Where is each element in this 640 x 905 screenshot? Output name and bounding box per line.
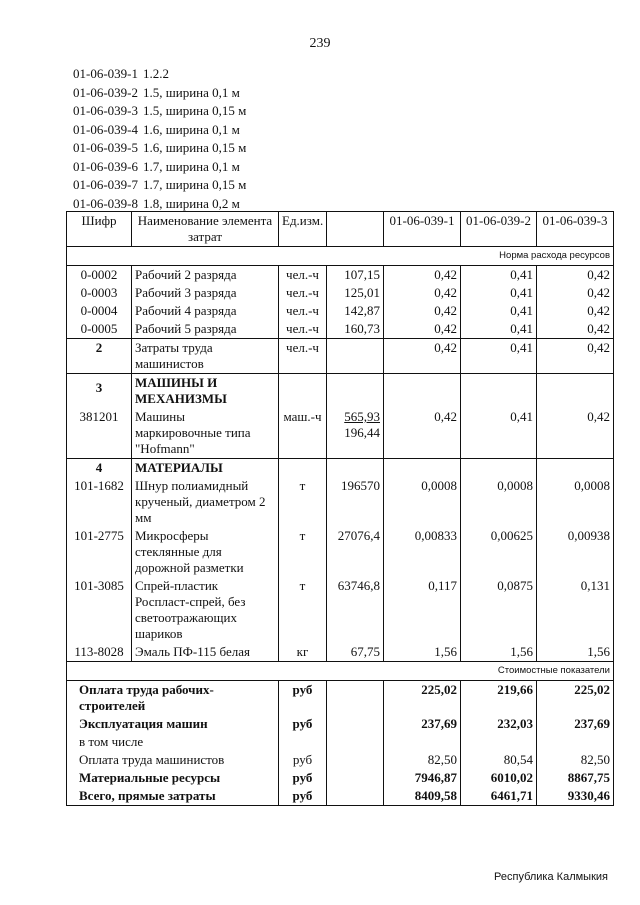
empty-cell bbox=[461, 459, 537, 478]
summary-row bbox=[67, 787, 614, 806]
summary-v2: 80,54 bbox=[461, 751, 537, 769]
empty-cell bbox=[279, 374, 327, 409]
row-v2: 0,41 bbox=[461, 266, 537, 285]
code-list-item bbox=[68, 158, 246, 177]
row-code: 101-1682 bbox=[67, 477, 132, 527]
summary-unit: руб bbox=[279, 769, 327, 787]
code-desc: 1.6, ширина 0,15 м bbox=[143, 140, 247, 155]
code-desc: 1.5, ширина 0,15 м bbox=[143, 103, 247, 118]
row-code: 101-3085 bbox=[67, 577, 132, 643]
subheader-costs-row bbox=[67, 662, 614, 681]
summary-unit: руб bbox=[279, 715, 327, 733]
summary-v2: 6461,71 bbox=[461, 787, 537, 806]
code-desc: 1.7, ширина 0,1 м bbox=[143, 158, 240, 174]
row-code: 101-2775 bbox=[67, 527, 132, 577]
row-v1: 0,0008 bbox=[384, 477, 461, 527]
code-desc: 1.7, ширина 0,15 м bbox=[143, 177, 247, 192]
row-code: 0-0002 bbox=[67, 266, 132, 285]
row-v1: 0,42 bbox=[384, 284, 461, 302]
header-price bbox=[327, 212, 384, 247]
section-name: МАШИНЫ И МЕХАНИЗМЫ bbox=[132, 374, 279, 409]
code-list-item bbox=[68, 121, 246, 140]
row-v2: 0,0875 bbox=[461, 577, 537, 643]
row-v1: 0,42 bbox=[384, 339, 461, 374]
row-unit: чел.-ч bbox=[279, 320, 327, 339]
table-row bbox=[67, 577, 614, 643]
code-list-item bbox=[68, 139, 246, 158]
resource-table bbox=[66, 211, 614, 806]
empty-cell bbox=[327, 681, 384, 716]
code-desc: 1.2.2 bbox=[143, 66, 169, 81]
code: 01-06-039-2 bbox=[73, 84, 138, 100]
row-unit: т bbox=[279, 527, 327, 577]
code: 01-06-039-7 bbox=[73, 177, 138, 192]
table-row bbox=[67, 527, 614, 577]
row-name: Машины маркировочные типа "Hofmann" bbox=[132, 408, 279, 459]
summary-label: в том числе bbox=[67, 733, 279, 751]
page-number: 239 bbox=[309, 36, 331, 51]
table-row bbox=[67, 477, 614, 527]
code-desc: 1.6, ширина 0,1 м bbox=[143, 121, 240, 137]
footer-region: Республика Калмыкия bbox=[494, 871, 608, 883]
header-col2: 01-06-039-2 bbox=[461, 212, 537, 247]
row-v3: 0,00938 bbox=[537, 527, 614, 577]
empty-cell bbox=[461, 733, 537, 751]
summary-label: Эксплуатация машин bbox=[67, 715, 279, 733]
summary-unit: руб bbox=[279, 787, 327, 806]
code: 01-06-039-8 bbox=[73, 195, 138, 211]
summary-row bbox=[67, 733, 614, 751]
row-v2: 0,41 bbox=[461, 284, 537, 302]
section-row bbox=[67, 459, 614, 478]
row-v1: 0,117 bbox=[384, 577, 461, 643]
row-v2: 0,0008 bbox=[461, 477, 537, 527]
summary-row bbox=[67, 715, 614, 733]
row-unit: маш.-ч bbox=[279, 408, 327, 459]
code-list-item bbox=[68, 176, 246, 195]
summary-v3: 225,02 bbox=[537, 681, 614, 716]
empty-cell bbox=[461, 374, 537, 409]
code-list-item bbox=[68, 65, 246, 84]
row-price: 27076,4 bbox=[327, 527, 384, 577]
code: 01-06-039-3 bbox=[73, 103, 138, 118]
summary-v3: 8867,75 bbox=[537, 769, 614, 787]
row-price: 160,73 bbox=[327, 320, 384, 339]
row-unit: чел.-ч bbox=[279, 302, 327, 320]
row-v1: 0,00833 bbox=[384, 527, 461, 577]
header-name: Наименование элемента затрат bbox=[132, 212, 279, 247]
row-code: 2 bbox=[67, 339, 132, 374]
summary-label: Оплата труда машинистов bbox=[67, 751, 279, 769]
row-price bbox=[327, 408, 384, 459]
summary-row bbox=[67, 751, 614, 769]
row-v2: 0,41 bbox=[461, 408, 537, 459]
row-price: 67,75 bbox=[327, 643, 384, 662]
row-v3: 0,42 bbox=[537, 284, 614, 302]
summary-v3: 82,50 bbox=[537, 751, 614, 769]
row-name: Микросферы стеклянные для дорожной разметки bbox=[132, 527, 279, 577]
header-code: Шифр bbox=[67, 212, 132, 247]
summary-v1: 82,50 bbox=[384, 751, 461, 769]
table-row bbox=[67, 320, 614, 339]
row-unit: т bbox=[279, 577, 327, 643]
row-price-empty bbox=[327, 339, 384, 374]
table-row bbox=[67, 284, 614, 302]
row-name: Рабочий 4 разряда bbox=[132, 302, 279, 320]
row-v2: 1,56 bbox=[461, 643, 537, 662]
table-row bbox=[67, 266, 614, 285]
table-row bbox=[67, 339, 614, 374]
row-code: 0-0004 bbox=[67, 302, 132, 320]
table-row bbox=[67, 408, 614, 459]
summary-v1: 237,69 bbox=[384, 715, 461, 733]
summary-label: Оплата труда рабочих-строителей bbox=[67, 681, 279, 716]
row-name: Затраты труда машинистов bbox=[132, 339, 279, 374]
row-v3: 0,0008 bbox=[537, 477, 614, 527]
subheader-costs: Стоимостные показатели bbox=[67, 662, 614, 681]
code: 01-06-039-5 bbox=[73, 140, 138, 155]
header-col1: 01-06-039-1 bbox=[384, 212, 461, 247]
empty-cell bbox=[327, 459, 384, 478]
summary-v2: 6010,02 bbox=[461, 769, 537, 787]
price-bottom: 196,44 bbox=[344, 425, 380, 440]
empty-cell bbox=[327, 787, 384, 806]
row-name: Рабочий 3 разряда bbox=[132, 284, 279, 302]
summary-v3: 9330,46 bbox=[537, 787, 614, 806]
empty-cell bbox=[327, 374, 384, 409]
row-unit: чел.-ч bbox=[279, 284, 327, 302]
section-code: 3 bbox=[67, 374, 132, 409]
row-v2: 0,00625 bbox=[461, 527, 537, 577]
table-row bbox=[67, 302, 614, 320]
empty-cell bbox=[537, 374, 614, 409]
empty-cell bbox=[327, 715, 384, 733]
summary-label: Всего, прямые затраты bbox=[67, 787, 279, 806]
row-name: Спрей-пластик Роспласт-спрей, без светоотражающих шариков bbox=[132, 577, 279, 643]
row-code: 0-0003 bbox=[67, 284, 132, 302]
summary-v2: 219,66 bbox=[461, 681, 537, 716]
empty-cell bbox=[327, 733, 384, 751]
code-list-item bbox=[68, 102, 246, 121]
summary-row bbox=[67, 769, 614, 787]
empty-cell bbox=[327, 769, 384, 787]
row-unit: чел.-ч bbox=[279, 339, 327, 374]
section-name: МАТЕРИАЛЫ bbox=[132, 459, 279, 478]
price-top: 565,93 bbox=[344, 409, 380, 424]
code-desc: 1.8, ширина 0,2 м bbox=[143, 195, 240, 211]
summary-unit: руб bbox=[279, 681, 327, 716]
row-v3: 0,42 bbox=[537, 266, 614, 285]
row-v1: 0,42 bbox=[384, 302, 461, 320]
header-unit: Ед.изм. bbox=[279, 212, 327, 247]
row-v3: 0,131 bbox=[537, 577, 614, 643]
row-code: 0-0005 bbox=[67, 320, 132, 339]
row-price: 125,01 bbox=[327, 284, 384, 302]
row-v3: 0,42 bbox=[537, 339, 614, 374]
row-code: 113-8028 bbox=[67, 643, 132, 662]
section-row bbox=[67, 374, 614, 409]
row-price: 107,15 bbox=[327, 266, 384, 285]
row-name: Рабочий 5 разряда bbox=[132, 320, 279, 339]
row-v1: 0,42 bbox=[384, 266, 461, 285]
summary-v2: 232,03 bbox=[461, 715, 537, 733]
summary-unit: руб bbox=[279, 751, 327, 769]
row-price: 63746,8 bbox=[327, 577, 384, 643]
row-v3: 0,42 bbox=[537, 320, 614, 339]
subheader-norms: Норма расхода ресурсов bbox=[67, 247, 614, 266]
summary-v1: 8409,58 bbox=[384, 787, 461, 806]
row-price: 142,87 bbox=[327, 302, 384, 320]
code-list bbox=[68, 65, 246, 213]
row-price: 196570 bbox=[327, 477, 384, 527]
subheader-norms-row bbox=[67, 247, 614, 266]
row-unit: кг bbox=[279, 643, 327, 662]
row-v3: 1,56 bbox=[537, 643, 614, 662]
row-unit: чел.-ч bbox=[279, 266, 327, 285]
empty-cell bbox=[279, 733, 327, 751]
section-code: 4 bbox=[67, 459, 132, 478]
empty-cell bbox=[537, 459, 614, 478]
row-v1: 1,56 bbox=[384, 643, 461, 662]
row-code: 381201 bbox=[67, 408, 132, 459]
row-v2: 0,41 bbox=[461, 320, 537, 339]
empty-cell bbox=[327, 751, 384, 769]
row-v1: 0,42 bbox=[384, 320, 461, 339]
row-v2: 0,41 bbox=[461, 302, 537, 320]
code-desc: 1.5, ширина 0,1 м bbox=[143, 84, 240, 100]
summary-row bbox=[67, 681, 614, 716]
row-v3: 0,42 bbox=[537, 302, 614, 320]
code: 01-06-039-1 bbox=[73, 66, 138, 81]
code-list-item bbox=[68, 84, 246, 103]
summary-v1: 225,02 bbox=[384, 681, 461, 716]
header-col3: 01-06-039-3 bbox=[537, 212, 614, 247]
table-header-row bbox=[67, 212, 614, 247]
row-v3: 0,42 bbox=[537, 408, 614, 459]
row-v2: 0,41 bbox=[461, 339, 537, 374]
code: 01-06-039-6 bbox=[73, 158, 138, 174]
empty-cell bbox=[384, 733, 461, 751]
row-name: Эмаль ПФ-115 белая bbox=[132, 643, 279, 662]
row-name: Рабочий 2 разряда bbox=[132, 266, 279, 285]
row-unit: т bbox=[279, 477, 327, 527]
table-row bbox=[67, 643, 614, 662]
summary-label: Материальные ресурсы bbox=[67, 769, 279, 787]
empty-cell bbox=[279, 459, 327, 478]
empty-cell bbox=[384, 459, 461, 478]
summary-v1: 7946,87 bbox=[384, 769, 461, 787]
empty-cell bbox=[537, 733, 614, 751]
code: 01-06-039-4 bbox=[73, 121, 138, 137]
row-v1: 0,42 bbox=[384, 408, 461, 459]
summary-v3: 237,69 bbox=[537, 715, 614, 733]
empty-cell bbox=[384, 374, 461, 409]
row-name: Шнур полиамидный крученый, диаметром 2 мм bbox=[132, 477, 279, 527]
